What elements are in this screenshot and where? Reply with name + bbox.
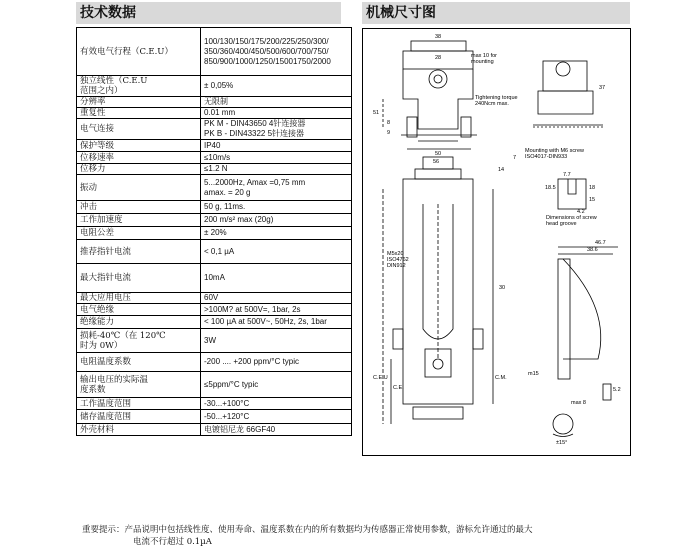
spec-value: ≤10m/s [201, 152, 352, 164]
dim-14: 14 [498, 167, 505, 173]
mount-cap-top [411, 41, 466, 51]
spec-row [77, 152, 352, 164]
spec-value: -30...+100°C [201, 398, 352, 410]
dim-56: 56 [433, 159, 440, 165]
spec-key: 位移速率 [77, 152, 201, 164]
spec-row [77, 316, 352, 329]
spec-row [77, 293, 352, 304]
label-torque: Tightening torque 240Ncm max. [475, 95, 518, 107]
spec-key: 冲击 [77, 201, 201, 214]
spec-key: 电气连接 [77, 119, 201, 140]
spec-value: 0.01 mm [201, 108, 352, 119]
dim-51: 51 [373, 110, 380, 116]
spec-value: 100/130/150/175/200/225/250/300/ 350/360/400/450/500/600/700/750/ 850/900/1000/1250/15001750/2000 [201, 28, 352, 76]
spec-row [77, 304, 352, 316]
spec-key: 工作温度范围 [77, 398, 201, 410]
spec-value: ± 0,05% [201, 76, 352, 97]
dim-m15: m15 [528, 371, 539, 377]
dim-8: 8 [387, 120, 391, 126]
dim-9: 9 [387, 130, 391, 136]
spec-key: 电气绝缘 [77, 304, 201, 316]
spec-key: 外壳材料 [77, 424, 201, 436]
spec-row [77, 76, 352, 97]
spec-row [77, 214, 352, 227]
dim-4-2: 4.2 [577, 209, 585, 215]
spec-value: -50...+120°C [201, 410, 352, 424]
spec-row [77, 97, 352, 108]
dim-7: 7 [513, 155, 517, 161]
dim-max8: max 8 [571, 400, 586, 406]
spec-key: 电阻公差 [77, 227, 201, 240]
spec-key: 有效电气行程（C.E.U） [77, 28, 201, 76]
dim-7-7: 7.7 [563, 172, 571, 178]
spec-key: 损耗-40℃（在 120℃ 时为 0W） [77, 329, 201, 353]
spec-value: 5...2000Hz, Amax =0,75 mm amax. = 20 g [201, 175, 352, 201]
spec-value: < 100 µA at 500V~, 50Hz, 2s, 1bar [201, 316, 352, 329]
spec-value: 电镀铝尼龙 66GF40 [201, 424, 352, 436]
spec-value: ≤5ppm/°C typic [201, 372, 352, 398]
spec-row [77, 201, 352, 214]
mechanical-drawing [362, 28, 631, 456]
spec-key: 分辨率 [77, 97, 201, 108]
label-max10: max 10 for mounting [471, 53, 497, 65]
dim-18: 18 [589, 185, 596, 191]
spec-value: 200 m/s² max (20g) [201, 214, 352, 227]
spec-key: 振动 [77, 175, 201, 201]
spec-key: 独立线性（C.E.U 范围之内） [77, 76, 201, 97]
spec-value: ± 20% [201, 227, 352, 240]
important-note [82, 524, 662, 548]
dim-cm: C.M. [495, 375, 507, 381]
spec-key: 重复性 [77, 108, 201, 119]
dim-50: 50 [435, 151, 442, 157]
label-groove: Dimensions of screw head groove [546, 215, 597, 227]
spec-value: 10mA [201, 264, 352, 293]
spec-value: IP40 [201, 140, 352, 152]
dim-37: 37 [599, 85, 606, 91]
spec-row [77, 240, 352, 264]
spec-key: 绝缘能力 [77, 316, 201, 329]
spec-row [77, 329, 352, 353]
spec-key: 最大指针电流 [77, 264, 201, 293]
spec-key: 输出电压的实际温 度系数 [77, 372, 201, 398]
spec-value: PK M - DIN43650 4针连接器 PK B - DIN43322 5针连接器 [201, 119, 352, 140]
dim-ceu: C.E.U [373, 375, 388, 381]
dim-38-6: 38.6 [587, 247, 598, 253]
label-m5: M5x20 ISO4762 DIN912 [387, 251, 409, 269]
spec-value: >100M? at 500V=, 1bar, 2s [201, 304, 352, 316]
dimension-drawing-header: 机械尺寸图 [362, 2, 630, 24]
spec-key: 储存温度范围 [77, 410, 201, 424]
spec-value: 50 g, 11ms. [201, 201, 352, 214]
spec-row [77, 119, 352, 140]
spec-row [77, 353, 352, 372]
dim-38: 38 [435, 34, 442, 40]
spec-key: 位移力 [77, 164, 201, 175]
note-line-1: 重要提示：产品说明中包括线性度、使用寿命、温度系数在内的所有数据均为传感器正常使用参数，游标允许通过的最大 [82, 525, 533, 535]
spec-row [77, 410, 352, 424]
spec-value: 3W [201, 329, 352, 353]
label-screw: Mounting with M6 screw ISO4017-DIN933 [525, 148, 584, 160]
spec-value: 无限制 [201, 97, 352, 108]
dim-ce: C.E. [393, 385, 404, 391]
spec-row [77, 164, 352, 175]
dim-15: 15 [589, 197, 596, 203]
dim-5-2: 5.2 [613, 387, 621, 393]
technical-data-header: 技术数据 [76, 2, 341, 24]
spec-row [77, 372, 352, 398]
spec-value: ≤1.2 N [201, 164, 352, 175]
dim-30: 30 [499, 285, 506, 291]
spec-key: 推荐指针电流 [77, 240, 201, 264]
spec-key: 电阻温度系数 [77, 353, 201, 372]
spec-row [77, 424, 352, 436]
dim-28: 28 [435, 55, 442, 61]
spec-row [77, 227, 352, 240]
spec-key: 保护等级 [77, 140, 201, 152]
dim-46-7: 46.7 [595, 240, 606, 246]
dim-18-5: 18.5 [545, 185, 556, 191]
spec-key: 工作加速度 [77, 214, 201, 227]
dim-angle: ±15° [556, 440, 568, 446]
spec-row [77, 28, 352, 76]
spec-value: 60V [201, 293, 352, 304]
spec-value: -200 .... +200 ppm/°C typic [201, 353, 352, 372]
spec-row [77, 175, 352, 201]
spec-row [77, 398, 352, 410]
roller-circle [429, 70, 447, 88]
spec-row [77, 108, 352, 119]
note-line-2: 电流不行超过 0.1µA [133, 537, 212, 547]
spec-row [77, 264, 352, 293]
spec-key: 最大应用电压 [77, 293, 201, 304]
spec-table [76, 27, 352, 436]
spec-value: < 0,1 µA [201, 240, 352, 264]
spec-row [77, 140, 352, 152]
